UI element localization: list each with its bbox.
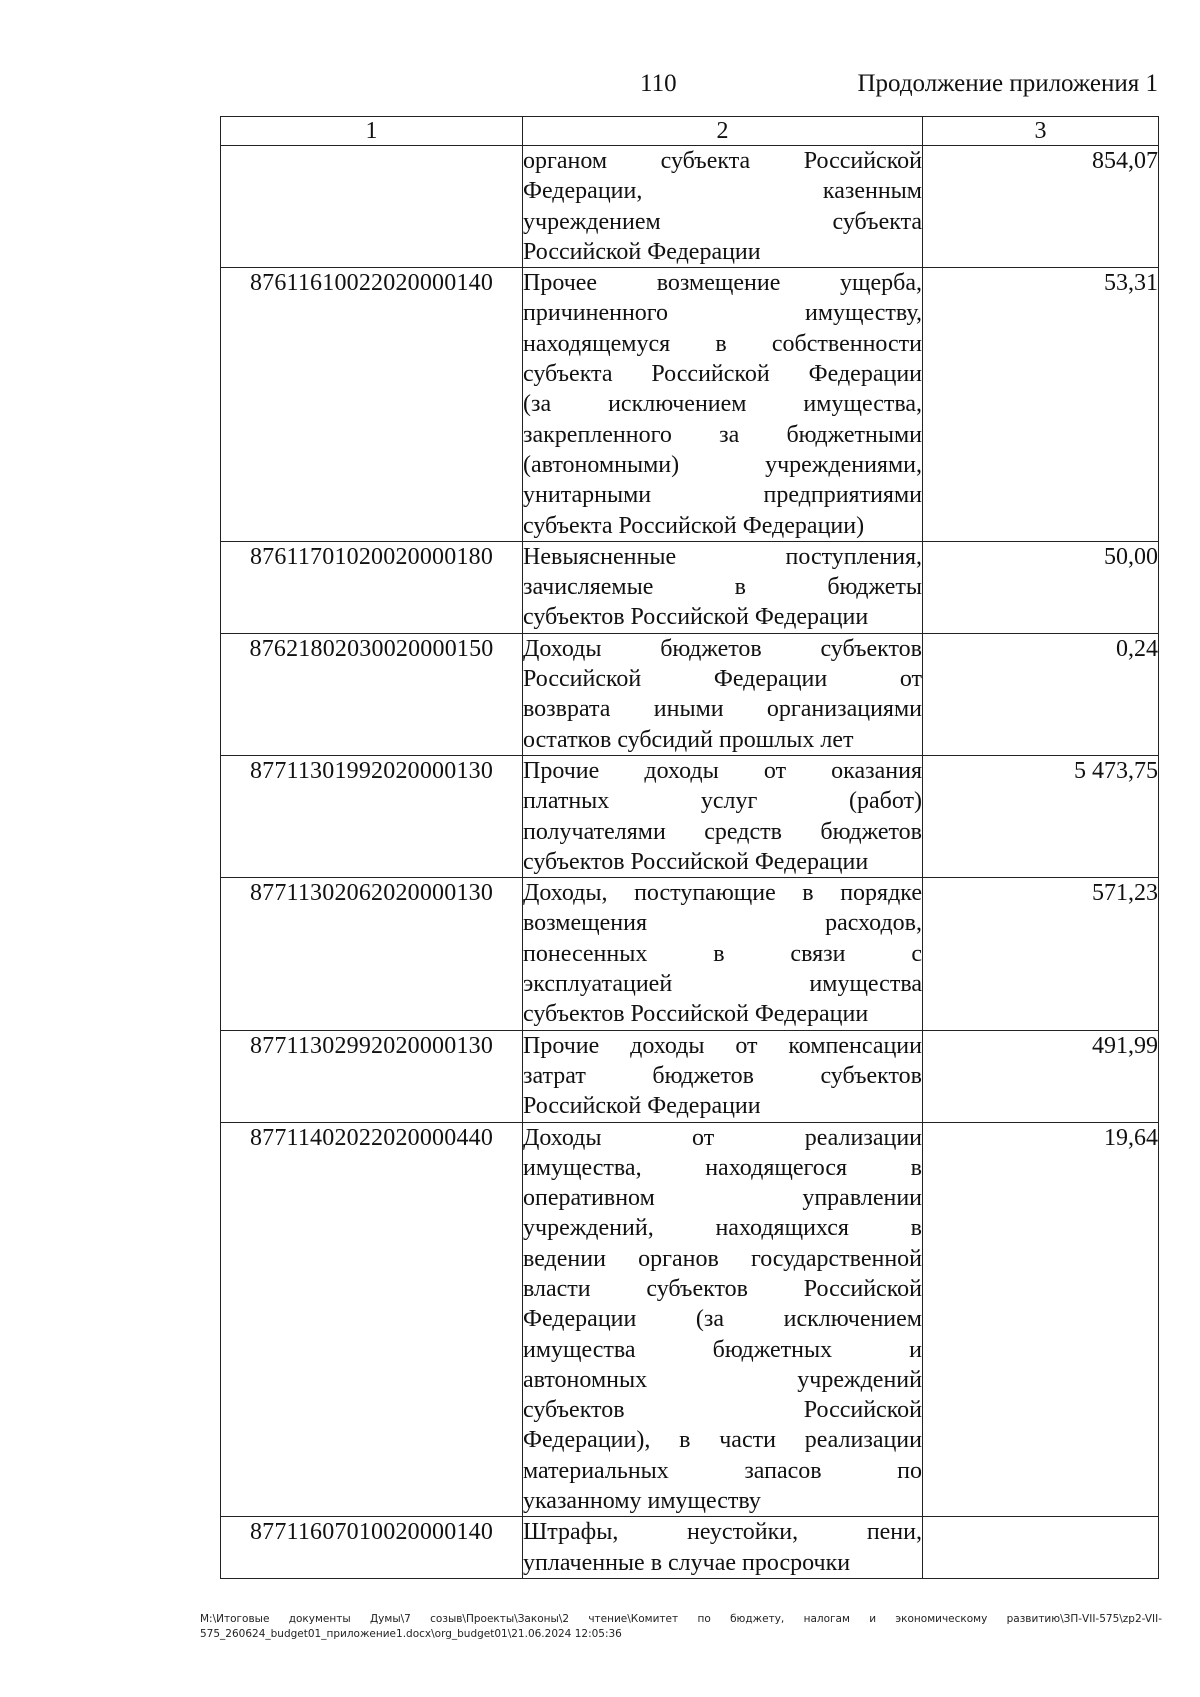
description-line: Прочие доходы от оказания [523,757,922,784]
table-row [221,1030,1159,1122]
classification-code: 87711607010020000140 [221,1517,523,1579]
income-description [523,1030,923,1122]
income-description [523,541,923,633]
amount-value: 854,07 [923,146,1159,268]
description-line: Российской Федерации [523,1093,761,1120]
amount-value: 53,31 [923,268,1159,542]
description-line: субъекта Российской Федерации) [523,512,865,539]
description-line: субъектов Российской Федерации [523,604,869,631]
document-path-footer: М:\Итоговые документы Думы\7 созыв\Проекты\Законы\2 чтение\Комитет по бюджету, налогам и экономическому развитию\ЗП-VII-575\zp2-VII-575_260624_budget01_приложение1.docx\org_budget01\21.06.2024 12:05:36 [200,1613,1162,1640]
description-line: уплаченные в случае просрочки [523,1549,851,1576]
description-line: учреждением субъекта [523,208,922,235]
column-header-2: 2 [523,117,923,146]
description-line: (автономными) учреждениями, [523,451,922,478]
classification-code: 87621802030020000150 [221,633,523,755]
description-line: зачисляемые в бюджеты [523,574,922,601]
amount-value: 50,00 [923,541,1159,633]
description-line: субъекта Российской Федерации [523,361,922,388]
description-line: Российской Федерации [523,238,761,265]
description-line: Федерации (за исключением [523,1306,922,1333]
description-line: оперативном управлении [523,1185,922,1212]
description-line: эксплуатацией имущества [523,971,922,998]
description-line: материальных запасов по [523,1457,922,1484]
description-line: закрепленного за бюджетными [523,421,922,448]
description-line: получателями средств бюджетов [523,818,922,845]
table-row [221,541,1159,633]
description-line: ведении органов государственной [523,1245,922,1272]
description-line: возврата иными организациями [523,696,922,723]
description-line: Прочие доходы от компенсации [523,1032,922,1059]
description-line: унитарными предприятиями [523,482,922,509]
income-description [523,633,923,755]
income-description [523,878,923,1030]
description-line: субъектов Российской Федерации [523,1001,869,1028]
amount-value: 19,64 [923,1122,1159,1517]
income-description [523,1517,923,1579]
table-row [221,1122,1159,1517]
classification-code [221,146,523,268]
column-header-1: 1 [221,117,523,146]
column-header-3: 3 [923,117,1159,146]
description-line: автономных учреждений [523,1366,922,1393]
description-line: Невыясненные поступления, [523,543,922,570]
income-description [523,268,923,542]
description-line: затрат бюджетов субъектов [523,1062,922,1089]
classification-code: 87711302992020000130 [221,1030,523,1122]
column-number-row [221,117,1159,146]
classification-code: 87711402022020000440 [221,1122,523,1517]
description-line: имущества бюджетных и [523,1336,922,1363]
description-line: (за исключением имущества, [523,391,922,418]
classification-code: 87611701020020000180 [221,541,523,633]
table-row [221,268,1159,542]
continuation-label: Продолжение приложения 1 [857,70,1158,97]
description-line: субъектов Российской [523,1397,922,1424]
table-row [221,1517,1159,1579]
amount-value: 5 473,75 [923,755,1159,877]
classification-code: 87711301992020000130 [221,755,523,877]
income-description [523,755,923,877]
table-row [221,878,1159,1030]
budget-table [220,116,1159,1579]
description-line: находящемуся в собственности [523,330,922,357]
description-line: Доходы от реализации [523,1124,922,1151]
description-line: органом субъекта Российской [523,148,922,174]
description-line: остатков субсидий прошлых лет [523,726,854,753]
description-line: Федерации), в части реализации [523,1427,922,1454]
table-row [221,146,1159,268]
table-body [221,146,1159,1579]
description-line: Российской Федерации от [523,666,922,693]
description-line: Федерации, казенным [523,178,922,205]
description-line: Штрафы, неустойки, пени, [523,1519,922,1546]
classification-code: 87611610022020000140 [221,268,523,542]
table-row [221,633,1159,755]
description-line: платных услуг (работ) [523,788,922,815]
amount-value: 0,24 [923,633,1159,755]
table-row [221,755,1159,877]
description-line: Доходы, поступающие в порядке [523,880,922,907]
description-line: власти субъектов Российской [523,1275,922,1302]
description-line: Прочее возмещение ущерба, [523,270,922,297]
amount-value [923,1517,1159,1579]
description-line: учреждений, находящихся в [523,1215,922,1242]
description-line: Доходы бюджетов субъектов [523,635,922,662]
amount-value: 571,23 [923,878,1159,1030]
page-number: 110 [640,70,677,97]
description-line: указанному имуществу [523,1488,761,1515]
income-description [523,146,923,268]
description-line: понесенных в связи с [523,940,922,967]
description-line: имущества, находящегося в [523,1154,922,1181]
description-line: возмещения расходов, [523,910,922,937]
description-line: субъектов Российской Федерации [523,848,869,875]
description-line: причиненного имуществу, [523,300,922,327]
amount-value: 491,99 [923,1030,1159,1122]
classification-code: 87711302062020000130 [221,878,523,1030]
income-description [523,1122,923,1517]
